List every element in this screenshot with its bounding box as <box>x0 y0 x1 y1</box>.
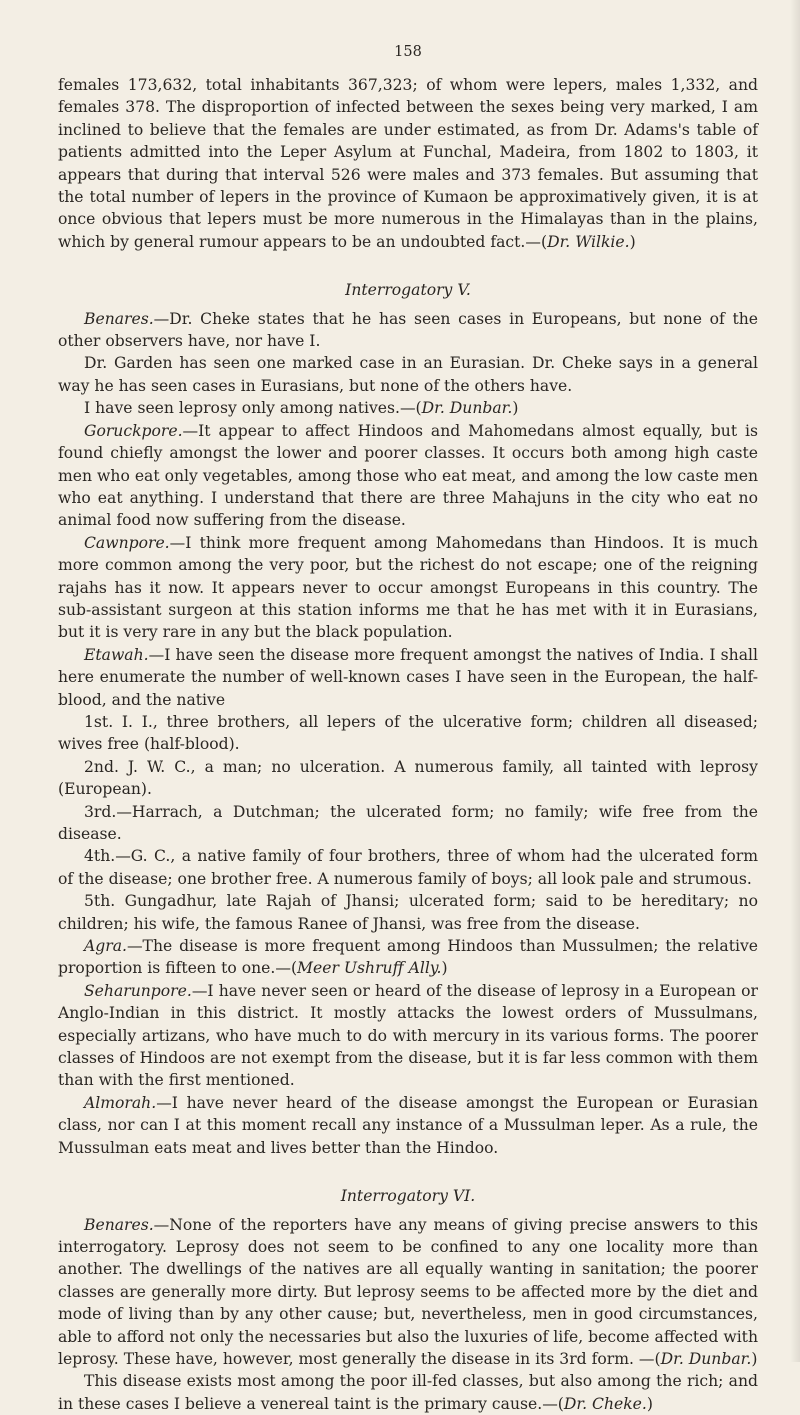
heading-interrogatory-v: Interrogatory V. <box>345 281 471 300</box>
place-name: Almorah. <box>84 1093 157 1112</box>
case-item: 1st. I. I., three brothers, all lepers of the ulcerative form; children all diseased; wives free (half-blood). <box>58 712 758 754</box>
place-name: Agra. <box>84 937 127 956</box>
citation: Meer Ushruff Ally. <box>297 959 442 978</box>
place-name: Cawnpore. <box>84 533 170 552</box>
opening-paragraph: females 173,632, total inhabitants 367,323; of whom were lepers, males 1,332, and females 378. The disproportion of infected between the sexes being very marked, I am inclined to believe that the females are under estimated, as from Dr. Adams's table of patients admitted into the Leper Asylum at Funchal, Madeira, from 1802 to 1803, it appears that during that interval 526 were males and 373 females. But assuming that the total number of lepers in the province of Kumaon be approximatively given, it is at once obvious that lepers must be more numerous in the Himalayas than in the plains, which by general rumour appears to be an undoubted fact.—(Dr. Wilkie.) <box>58 76 758 251</box>
paragraph-cawnpore: Cawnpore.—I think more frequent among Mahomedans than Hindoos. It is much more common among the very poor, but the richest do not escape; one of the reigning rajahs has it now. It appears never to occur amongst Europeans in this country. The sub-assistant surgeon at this station informs me that he has met with it in Eurasians, but it is very rare in any but the black population. <box>58 533 758 642</box>
page-number: 158 <box>394 44 422 60</box>
place-name: Seharunpore. <box>84 981 192 1000</box>
citation: Dr. Dunbar. <box>660 1349 752 1368</box>
heading-interrogatory-vi: Interrogatory VI. <box>340 1187 476 1206</box>
paragraph-goruckpore: Goruckpore.—It appear to affect Hindoos and Mahomedans almost equally, but is found chiefly amongst the lower and poorer classes. It occurs both among high caste men who eat only vegetables, among those who eat meat, and among the low caste men who eat anything. I understand that there are three Mahajuns in the city who eat no animal food now suffering from the disease. <box>58 421 758 530</box>
case-item: 2nd. J. W. C., a man; no ulceration. A numerous family, all tainted with leprosy (European). <box>58 757 758 799</box>
place-name: Benares. <box>84 1215 154 1234</box>
paragraph-seharunpore: Seharunpore.—I have never seen or heard of the disease of leprosy in a European or Anglo-Indian in this district. It mostly attacks the lowest orders of Mussulmans, especially artizans, who have much to do with mercury in its various forms. The poorer classes of Hindoos are not exempt from the disease, but it is far less common with them than with the first mentioned. <box>58 981 758 1090</box>
case-item: 3rd.—Harrach, a Dutchman; the ulcerated form; no family; wife free from the disease. <box>58 802 758 843</box>
place-name: Benares. <box>84 309 154 328</box>
citation: Dr. Dunbar. <box>421 399 513 418</box>
citation: Dr. Cheke. <box>563 1394 647 1413</box>
paragraph-etawah: Etawah.—I have seen the disease more frequent amongst the natives of India. I shall here enumerate the number of well-known cases I have seen in the European, the half-blood, and the native <box>58 645 758 709</box>
case-item: 5th. Gungadhur, late Rajah of Jhansi; ulcerated form; said to be hereditary; no children; his wife, the famous Ranee of Jhansi, was free from the disease. <box>58 892 758 933</box>
paragraph-benares-vi: Benares.—None of the reporters have any means of giving precise answers to this interrogatory. Leprosy does not seem to be confined to any one locality more than another. The dwellings of the natives are all equally wanting in sanitation; the poorer classes are generally more dirty. But leprosy seems to be affected more by the diet and mode of living than by any other cause; but, nevertheless, men in good circumstances, able to afford not only the necessaries but also the luxuries of life, become affected with leprosy. These have, however, most generally the disease in its 3rd form. —(Dr. Dunbar.) <box>58 1215 758 1368</box>
paragraph-benares: Benares.—Dr. Cheke states that he has seen cases in Europeans, but none of the other observers have, nor have I. <box>58 309 758 351</box>
place-name: Goruckpore. <box>84 421 183 440</box>
paragraph-garden: Dr. Garden has seen one marked case in an Eurasian. Dr. Cheke says in a general way he has seen cases in Eurasians, but none of the others have. <box>58 354 758 395</box>
case-item: 4th.—G. C., a native family of four brothers, three of whom had the ulcerated form of the disease; one brother free. A numerous family of boys; all look pale and strumous. <box>58 847 758 888</box>
paragraph-agra: Agra.—The disease is more frequent among Hindoos than Mussulmen; the relative proportion is fifteen to one.—(Meer Ushruff Ally.) <box>58 937 758 978</box>
paragraph-final: This disease exists most among the poor ill-fed classes, but also among the rich; and in these cases I believe a venereal taint is the primary cause.—(Dr. Cheke.) <box>58 1372 758 1413</box>
paragraph-almorah: Almorah.—I have never heard of the disease amongst the European or Eurasian class, nor can I at this moment recall any instance of a Mussulman leper. As a rule, the Mussulman eats meat and lives better than the Hindoo. <box>58 1093 758 1157</box>
paragraph-dunbar: I have seen leprosy only among natives.—(Dr. Dunbar.) <box>84 399 519 418</box>
place-name: Etawah. <box>84 645 149 664</box>
citation: Dr. Wilkie. <box>547 232 630 251</box>
